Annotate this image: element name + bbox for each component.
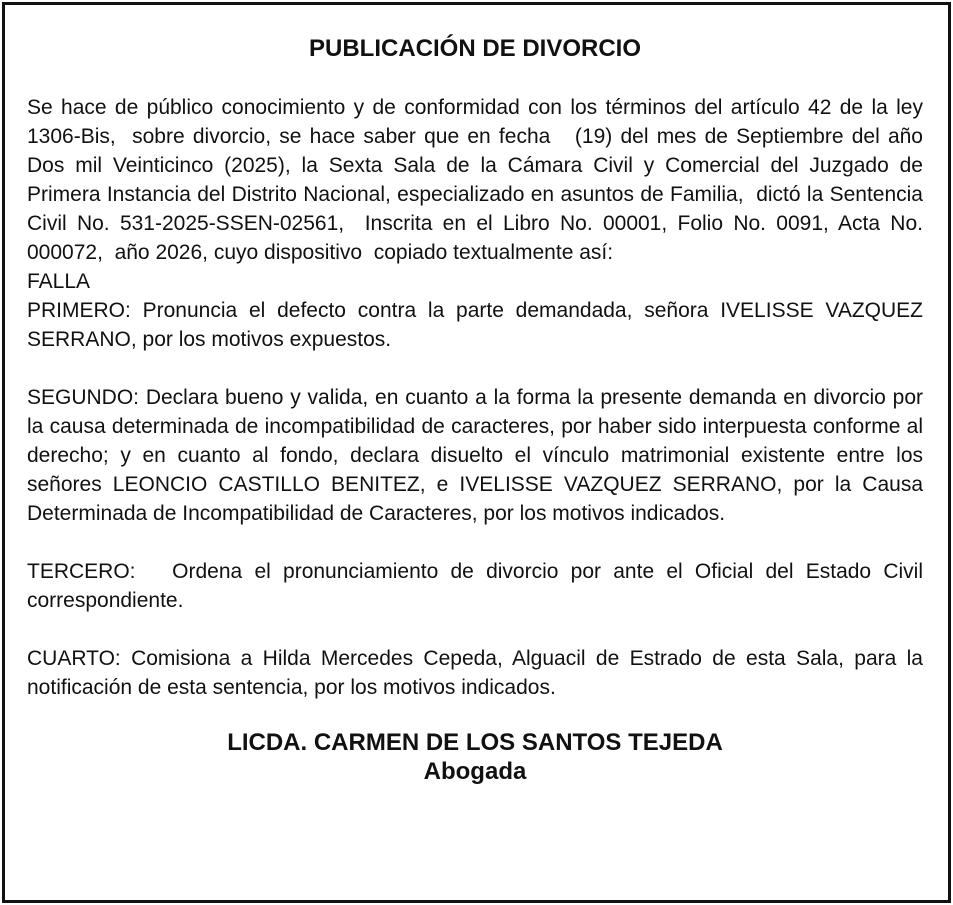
signature-name: LICDA. CARMEN DE LOS SANTOS TEJEDA: [227, 729, 723, 756]
paragraph-gap: [27, 615, 923, 644]
notice-content: [27, 33, 929, 786]
paragraph-gap: [27, 528, 923, 557]
primero-paragraph: PRIMERO: Pronuncia el defecto contra la parte demandada, señora IVELISSE VAZQUEZ SERRANO, por los motivos expuestos.: [27, 299, 923, 351]
intro-paragraph: Se hace de público conocimiento y de conformidad con los términos del artículo 42 de la ley 1306-Bis, sobre divorcio, se hace saber que en fecha (19) del mes de Septiembre del año Dos mil Veinticinco (2025), la Sexta Sala de la Cámara Civil y Comercial del Juzgado de Primera Instancia del Distrito Nacional, especializado en asuntos de Familia, dictó la Sentencia Civil No. 531-2025-SSEN-02561, Inscrita en el Libro No. 00001, Folio No. 0091, Acta No. 000072, año 2026, cuyo dispositivo copiado textualmente así:: [27, 96, 929, 264]
notice-body: [27, 93, 929, 702]
signature-role: Abogada: [423, 758, 527, 785]
signature-block: [27, 728, 923, 786]
falla-heading: FALLA: [27, 270, 91, 293]
tercero-paragraph: TERCERO: Ordena el pronunciamiento de divorcio por ante el Oficial del Estado Civil correspondiente.: [27, 560, 929, 612]
segundo-paragraph: SEGUNDO: Declara bueno y valida, en cuanto a la forma la presente demanda en divorcio por la causa determinada de incompatibilidad de caracteres, por haber sido interpuesta conforme al derecho; y en cuanto al fondo, declara disuelto el vínculo matrimonial existente entre los señores LEONCIO CASTILLO BENITEZ, e IVELISSE VAZQUEZ SERRANO, por la Causa Determinada de Incompatibilidad de Caracteres, por los motivos indicados.: [27, 386, 923, 525]
paragraph-gap: [27, 354, 923, 383]
notice-frame: [2, 2, 951, 903]
cuarto-paragraph: CUARTO: Comisiona a Hilda Mercedes Cepeda, Alguacil de Estrado de esta Sala, para la notificación de esta sentencia, por los motivos indicados.: [27, 647, 923, 699]
notice-title: PUBLICACIÓN DE DIVORCIO: [308, 35, 641, 62]
